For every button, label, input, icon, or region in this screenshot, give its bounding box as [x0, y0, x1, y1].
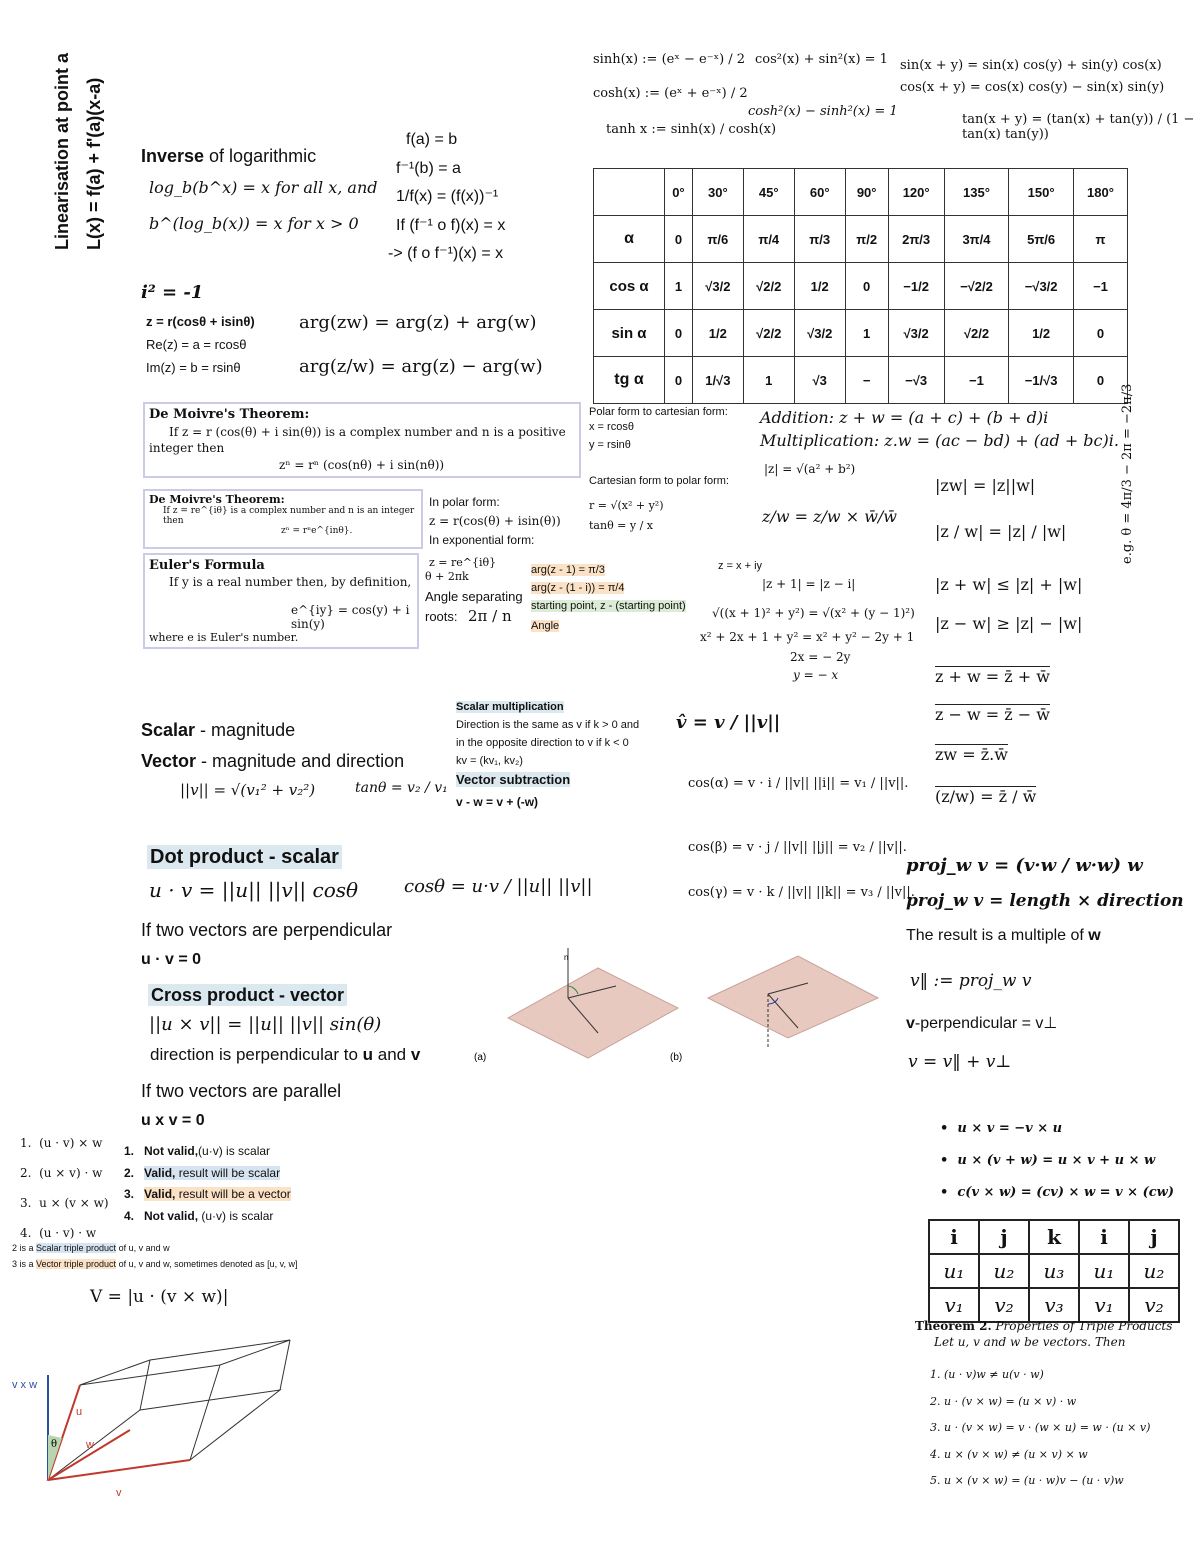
de-moivre-formula: zⁿ = rⁿe^{inθ}.: [281, 526, 353, 536]
modulus-rule: |z + w| ≤ |z| + |w|: [935, 575, 1083, 594]
plane-b: [708, 956, 878, 1038]
trig-cell: −1: [944, 357, 1009, 404]
angle-general: θ + 2πk: [425, 570, 469, 583]
trig-cell: 5π/6: [1009, 216, 1074, 263]
triple-item: 4. (u · v) · w: [20, 1226, 97, 1240]
modulus-rule: |z − w| ≥ |z| − |w|: [935, 614, 1083, 633]
trig-cell: −1/2: [888, 263, 944, 310]
trig-cell: π/2: [845, 216, 888, 263]
base-face: [48, 1390, 280, 1480]
trig-cell: cos α: [594, 263, 665, 310]
trig-header-row: [594, 169, 1128, 216]
polar-form-z: z = r(cosθ + isinθ): [146, 314, 255, 329]
parallel-equation: u x v = 0: [141, 1112, 205, 1129]
trig-cell: [594, 169, 665, 216]
de-moivre-title: De Moivre's Theorem:: [149, 407, 310, 422]
triple-product-list: [20, 1128, 109, 1248]
cosh-def: cosh(x) := (eˣ + e⁻ˣ) / 2: [593, 86, 748, 101]
trig-cell: −√3/2: [1009, 263, 1074, 310]
trig-row: [594, 357, 1128, 404]
locus-line-2: √((x + 1)² + y²) = √(x² + (y − 1)²): [712, 606, 915, 620]
complex-multiplication: Multiplication: z.w = (ac − bd) + (ad + bc)i.: [760, 431, 1119, 450]
edge: [140, 1360, 150, 1410]
trig-cell: 180°: [1073, 169, 1127, 216]
cross-property: • u × v = −v × u: [940, 1121, 1063, 1136]
cross-product-title: Cross product - vector: [148, 985, 347, 1006]
u-label: u: [76, 1406, 83, 1418]
projection-note: The result is a multiple of w: [906, 927, 1101, 944]
theorem-title: Theorem 2. Properties of Triple Products: [915, 1319, 1173, 1333]
de-moivre-text: If z = re^{iθ} is a complex number and n is an integer then: [163, 506, 415, 526]
arg-quotient: arg(z/w) = arg(z) − arg(w): [299, 356, 543, 377]
w-label: w: [86, 1439, 94, 1451]
angle-plane-diagrams: [474, 938, 848, 1073]
vector-decomposition: v = v‖ + v⊥: [908, 1052, 1012, 1072]
determinant-cell: v₁: [1079, 1288, 1129, 1322]
determinant-cell: v₃: [1029, 1288, 1079, 1322]
cross-product-formula: ||u × v|| = ||u|| ||v|| sin(θ): [149, 1014, 382, 1035]
trig-cell: −√2/2: [944, 263, 1009, 310]
verdict: 1. Not valid,(u·v) is scalar: [124, 1144, 271, 1158]
tan-sum: tan(x + y) = (tan(x) + tan(y)) / (1 − tan(x) tan(y)): [962, 112, 1195, 142]
trig-cell: 1/2: [794, 263, 845, 310]
triple-verdicts: [124, 1141, 291, 1227]
theorem-item: 3. u · (v × w) = v · (w × u) = w · (u × v): [930, 1421, 1151, 1434]
euler-text: If y is a real number then, by definition,: [169, 575, 412, 589]
locus-line-1: |z + 1| = |z − i|: [762, 577, 856, 591]
determinant-row: [929, 1254, 1179, 1288]
i-squared: i² = -1: [141, 282, 204, 303]
trig-cell: 1/2: [692, 310, 743, 357]
trig-cell: √2/2: [944, 310, 1009, 357]
parallel-condition: If two vectors are parallel: [141, 1081, 342, 1101]
direction-cosine-gamma: cos(γ) = v · k / ||v|| ||k|| = v₃ / ||v||.: [688, 885, 915, 900]
linearisation-title: Linearisation at point a: [52, 52, 72, 250]
trig-table: [593, 168, 1128, 404]
trig-cell: π/3: [794, 216, 845, 263]
euler-note: where e is Euler's number.: [149, 631, 299, 644]
determinant-row: [929, 1288, 1179, 1322]
modulus-rule: |zw| = |z||w|: [935, 476, 1036, 495]
de-moivre-box-2: [143, 489, 423, 549]
inverse-line: -> (f o f⁻¹)(x) = x: [388, 245, 504, 262]
sinh-def: sinh(x) := (eˣ − e⁻ˣ) / 2: [593, 52, 746, 67]
log-rule-1: log_b(b^x) = x for all x, and: [149, 178, 378, 197]
scalar-mult-line: in the opposite direction to v if k < 0: [456, 737, 629, 749]
determinant-cell: u₂: [1129, 1254, 1179, 1288]
direction-cosine-beta: cos(β) = v · j / ||v|| ||j|| = v₂ / ||v||.: [688, 840, 907, 855]
trig-cell: 0: [665, 216, 693, 263]
projection-length-direction: proj_w v = length × direction: [906, 891, 1184, 911]
determinant-cell: v₂: [1129, 1288, 1179, 1322]
locus-line-5: y = − x: [793, 668, 839, 682]
diagram-label-b: (b): [670, 1052, 683, 1063]
cross-properties: [940, 1113, 1174, 1209]
projection-formula: proj_w v = (v·w / w·w) w: [906, 855, 1143, 876]
sin-sum: sin(x + y) = sin(x) cos(y) + sin(y) cos(x): [900, 58, 1162, 73]
determinant-cell: i: [929, 1220, 979, 1254]
trig-cell: √2/2: [743, 263, 794, 310]
tan-from-cartesian: tanθ = y / x: [589, 519, 654, 532]
conjugate-rule: (z/w) = z̄ / w̄: [935, 787, 1037, 806]
determinant-cell: u₂: [979, 1254, 1029, 1288]
v-vector: [48, 1460, 190, 1480]
inverse-line: If (f⁻¹ o f)(x) = x: [396, 216, 506, 234]
theorem-subtitle: Let u, v and w be vectors. Then: [934, 1335, 1126, 1349]
hyperbolic-identity: cosh²(x) − sinh²(x) = 1: [748, 104, 898, 119]
trig-cell: −1: [1073, 263, 1127, 310]
trig-cell: √2/2: [743, 310, 794, 357]
de-moivre-title: De Moivre's Theorem:: [149, 493, 285, 506]
trig-cell: 2π/3: [888, 216, 944, 263]
trig-cell: 1/√3: [692, 357, 743, 404]
determinant-cell: v₂: [979, 1288, 1029, 1322]
cross-property: • c(v × w) = (cv) × w = v × (cw): [940, 1185, 1174, 1200]
perpendicular-condition: If two vectors are perpendicular: [141, 920, 393, 940]
trig-cell: tg α: [594, 357, 665, 404]
triple-item: 2. (u × v) · w: [20, 1166, 103, 1180]
trig-cell: 0: [1073, 310, 1127, 357]
vector-definition: Vector - magnitude and direction: [141, 751, 405, 771]
inverse-heading: Inverse of logarithmic: [141, 146, 317, 166]
triple-item: 1. (u · v) × w: [20, 1136, 103, 1150]
scalar-mult-line: kv = (kv₁, kv₂): [456, 755, 523, 767]
arg-note-3: starting point, z - (starting point): [531, 600, 686, 612]
trig-cell: 120°: [888, 169, 944, 216]
euler-box: [143, 553, 419, 649]
trig-cell: 0°: [665, 169, 693, 216]
trig-cell: π/4: [743, 216, 794, 263]
determinant-cell: k: [1029, 1220, 1079, 1254]
arg-note-2: arg(z - (1 - i)) = π/4: [531, 582, 625, 594]
determinant-cell: u₃: [1029, 1254, 1079, 1288]
theta-label: θ: [51, 1439, 58, 1450]
pythagorean-identity: cos²(x) + sin²(x) = 1: [755, 52, 888, 67]
triple-item: 3. u × (v × w): [20, 1196, 109, 1210]
angle-example: e.g. θ = 4π/3 − 2π = −2π/3: [1120, 383, 1135, 564]
trig-cell: 3π/4: [944, 216, 1009, 263]
angle-separating-value: 2π / n: [468, 607, 512, 625]
locus-line-3: x² + 2x + 1 + y² = x² + y² − 2y + 1: [700, 630, 915, 644]
roots-label: roots:: [425, 609, 458, 624]
cross-product-direction: direction is perpendicular to u and v: [150, 1045, 421, 1064]
trig-cell: π/6: [692, 216, 743, 263]
trig-cell: 90°: [845, 169, 888, 216]
plane-a: [508, 968, 678, 1058]
scalar-mult-line: Direction is the same as v if k > 0 and: [456, 719, 640, 731]
polar-form-label: In polar form:: [429, 495, 500, 509]
trig-cell: √3/2: [692, 263, 743, 310]
theorem-item: 1. (u · v)w ≠ u(v · w): [930, 1368, 1044, 1381]
w-vector: [48, 1430, 130, 1480]
edge: [280, 1340, 290, 1390]
determinant-table: [928, 1219, 1180, 1323]
scalar-definition: Scalar - magnitude: [141, 720, 296, 740]
real-part: Re(z) = a = rcosθ: [146, 337, 247, 352]
v-label: v: [116, 1487, 122, 1499]
arg-note-4: Angle: [531, 620, 560, 632]
trig-cell: −1/√3: [1009, 357, 1074, 404]
trig-cell: −: [845, 357, 888, 404]
trig-cell: √3/2: [794, 310, 845, 357]
trig-row: [594, 263, 1128, 310]
de-moivre-box-1: [143, 402, 581, 478]
trig-cell: 60°: [794, 169, 845, 216]
locus-z: z = x + iy: [718, 560, 763, 572]
determinant-cell: v₁: [929, 1288, 979, 1322]
trig-cell: 0: [1073, 357, 1127, 404]
de-moivre-text-2: integer then: [149, 441, 225, 455]
dot-product-cos: cosθ = u·v / ||u|| ||v||: [404, 876, 593, 897]
vector-subtraction-title: Vector subtraction: [456, 772, 571, 787]
u-vector: [48, 1385, 83, 1480]
verdict: 2. Valid, result will be scalar: [124, 1165, 281, 1180]
determinant-cell: u₁: [929, 1254, 979, 1288]
angle-separating-label: Angle separating: [425, 589, 523, 604]
parallelepiped-diagram: [10, 1330, 300, 1500]
polar-to-cartesian-label: Polar form to cartesian form:: [589, 406, 728, 418]
conjugate-rule: z − w = z̄ − w̄: [935, 705, 1050, 724]
imag-part: Im(z) = b = rsinθ: [146, 360, 241, 375]
trig-cell: 0: [665, 357, 693, 404]
parallel-component: v‖ := proj_w v: [910, 971, 1032, 991]
trig-cell: 1/2: [1009, 310, 1074, 357]
conjugate-rule: z + w = z̄ + w̄: [935, 667, 1050, 686]
cartesian-to-polar-label: Cartesian form to polar form:: [589, 475, 729, 487]
complex-division: z/w = z/w × w̄/w̄: [762, 507, 897, 526]
determinant-cell: j: [979, 1220, 1029, 1254]
de-moivre-formula: zⁿ = rⁿ (cos(nθ) + i sin(nθ)): [279, 458, 445, 472]
trig-cell: 1: [845, 310, 888, 357]
vector-angle: tanθ = v₂ / v₁: [355, 780, 448, 796]
inverse-lines: [388, 126, 506, 269]
trig-cell: 1: [743, 357, 794, 404]
polar-form-eq: z = r(cos(θ) + isin(θ)): [429, 514, 561, 528]
exponential-form-eq: z = re^{iθ}: [429, 556, 497, 569]
conjugate-rule: zw = z̄.w̄: [935, 745, 1008, 764]
linearisation-formula: L(x) = f(a) + f'(a)(x-a): [84, 77, 104, 250]
trig-cell: sin α: [594, 310, 665, 357]
theorem-item: 4. u × (v × w) ≠ (u × v) × w: [930, 1447, 1088, 1461]
trig-cell: 1: [665, 263, 693, 310]
trig-row: [594, 310, 1128, 357]
theorem-item: 2. u · (v × w) = (u × v) · w: [930, 1394, 1077, 1408]
euler-formula: e^{iy} = cos(y) + i sin(y): [291, 603, 410, 631]
trig-cell: −√3: [888, 357, 944, 404]
x-from-polar: x = rcosθ: [589, 421, 634, 433]
top-face: [80, 1340, 290, 1385]
inverse-line: 1/f(x) = (f(x))⁻¹: [396, 188, 499, 205]
exponential-form-label: In exponential form:: [429, 533, 535, 547]
edge: [190, 1365, 220, 1460]
vector-norm: ||v|| = √(v₁² + v₂²): [180, 781, 316, 799]
trig-cell: 150°: [1009, 169, 1074, 216]
trig-cell: √3: [794, 357, 845, 404]
r-from-cartesian: r = √(x² + y²): [589, 499, 664, 512]
theorem-item: 5. u × (v × w) = (u · w)v − (u · v)w: [930, 1474, 1124, 1487]
log-rule-2: b^(log_b(x)) = x for x > 0: [149, 214, 359, 233]
direction-cosine-alpha: cos(α) = v · i / ||v|| ||i|| = v₁ / ||v||.: [688, 776, 909, 791]
locus-line-4: 2x = − 2y: [790, 650, 851, 664]
euler-title: Euler's Formula: [149, 558, 265, 573]
complex-modulus: |z| = √(a² + b²): [764, 462, 856, 476]
y-from-polar: y = rsinθ: [589, 439, 631, 451]
normal-label: n: [564, 953, 569, 962]
volume-formula: V = |u · (v × w)|: [90, 1287, 229, 1307]
verdict: 4. Not valid, (u·v) is scalar: [124, 1208, 274, 1223]
theorem-items: [930, 1362, 1150, 1495]
trig-cell: 0: [665, 310, 693, 357]
scalar-triple-note: 2 is a Scalar triple product of u, v and w: [12, 1243, 170, 1253]
vector-triple-note: 3 is a Vector triple product of u, v and w, sometimes denoted as [u, v, w]: [12, 1259, 298, 1269]
cross-property: • u × (v + w) = u × v + u × w: [940, 1153, 1156, 1168]
unit-vector: v̂ = v / ||v||: [676, 712, 781, 733]
scalar-mult-title: Scalar multiplication: [456, 701, 564, 713]
perpendicular-equation: u · v = 0: [141, 951, 202, 968]
determinant-cell: i: [1079, 1220, 1129, 1254]
vxw-label: v x w: [12, 1379, 38, 1391]
dot-product-formula: u · v = ||u|| ||v|| cosθ: [149, 878, 359, 902]
trig-cell: 30°: [692, 169, 743, 216]
diagram-label-a: (a): [474, 1052, 487, 1063]
trig-row: [594, 216, 1128, 263]
trig-cell: 0: [845, 263, 888, 310]
determinant-row: [929, 1220, 1179, 1254]
trig-cell: π: [1073, 216, 1127, 263]
trig-cell: 45°: [743, 169, 794, 216]
perpendicular-component: v-perpendicular = v⊥: [906, 1015, 1058, 1032]
inverse-line: f⁻¹(b) = a: [396, 159, 461, 177]
arg-note-1: arg(z - 1) = π/3: [531, 564, 605, 576]
inverse-line: f(a) = b: [406, 131, 458, 148]
trig-cell: √3/2: [888, 310, 944, 357]
verdict: 3. Valid, result will be a vector: [124, 1187, 291, 1201]
cos-sum: cos(x + y) = cos(x) cos(y) − sin(x) sin(y): [900, 80, 1165, 95]
trig-cell: 135°: [944, 169, 1009, 216]
determinant-cell: j: [1129, 1220, 1179, 1254]
dot-product-title: Dot product - scalar: [147, 846, 342, 869]
modulus-rule: |z / w| = |z| / |w|: [935, 522, 1067, 541]
de-moivre-text: If z = r (cos(θ) + i sin(θ)) is a complex number and n is a positive: [169, 425, 566, 439]
arg-product: arg(zw) = arg(z) + arg(w): [299, 312, 537, 333]
complex-addition: Addition: z + w = (a + c) + (b + d)i: [760, 408, 1049, 427]
vector-subtraction: v - w = v + (-w): [456, 795, 539, 809]
determinant-cell: u₁: [1079, 1254, 1129, 1288]
tanh-def: tanh x := sinh(x) / cosh(x): [606, 122, 777, 137]
trig-cell: α: [594, 216, 665, 263]
